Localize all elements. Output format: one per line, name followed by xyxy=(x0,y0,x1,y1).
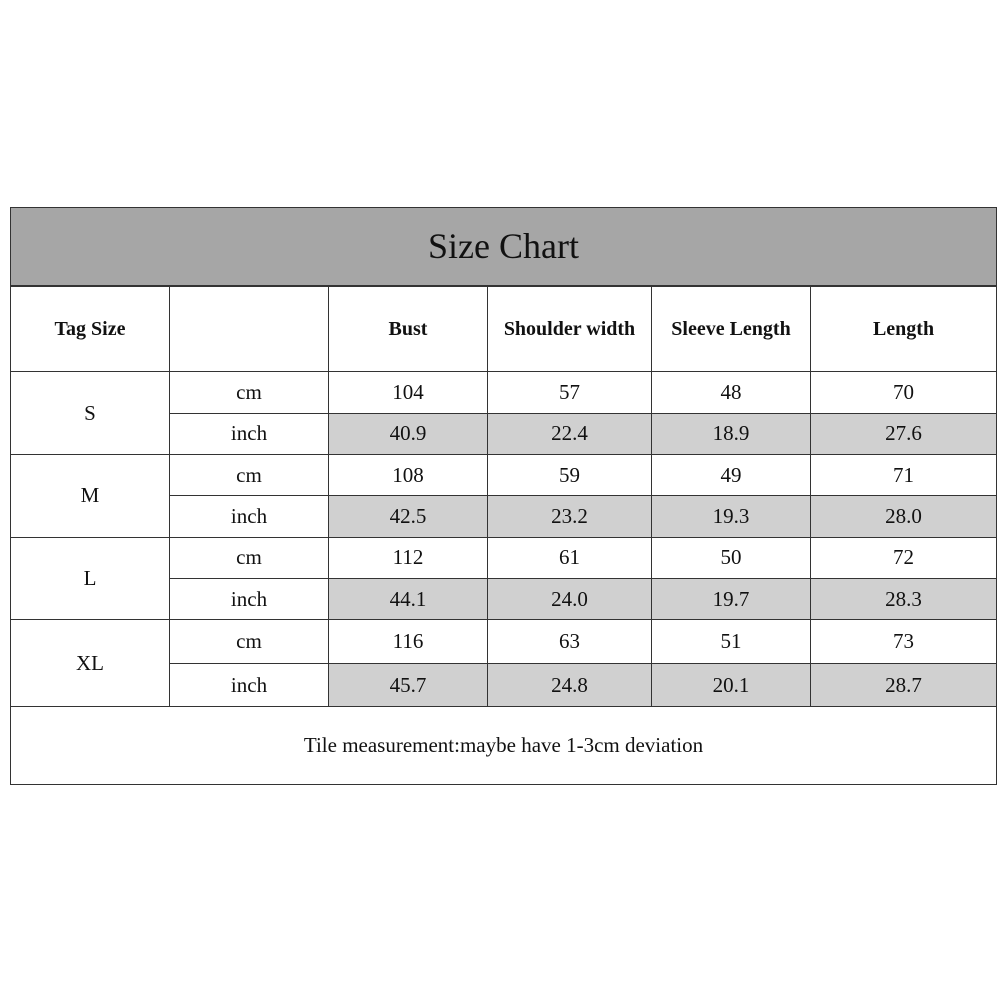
length-value: 70 xyxy=(811,372,997,413)
header-tag-size: Tag Size xyxy=(11,286,170,372)
shoulder-value: 24.0 xyxy=(488,579,652,620)
bust-value: 44.1 xyxy=(329,579,488,620)
sleeve-value: 20.1 xyxy=(652,663,811,706)
bust-value: 108 xyxy=(329,455,488,496)
measurement-note: Tile measurement:maybe have 1-3cm deviation xyxy=(11,707,997,785)
bust-value: 104 xyxy=(329,372,488,413)
size-label: M xyxy=(11,455,170,538)
unit-label: cm xyxy=(170,455,329,496)
length-value: 27.6 xyxy=(811,413,997,454)
bust-value: 40.9 xyxy=(329,413,488,454)
sleeve-value: 51 xyxy=(652,620,811,663)
unit-label: cm xyxy=(170,537,329,578)
length-value: 28.7 xyxy=(811,663,997,706)
table-row xyxy=(11,537,997,578)
title-row xyxy=(11,208,997,286)
header-unit xyxy=(170,286,329,372)
header-shoulder-width: Shoulder width xyxy=(488,286,652,372)
header-sleeve-length: Sleeve Length xyxy=(652,286,811,372)
chart-title: Size Chart xyxy=(11,208,997,286)
size-label: S xyxy=(11,372,170,455)
shoulder-value: 59 xyxy=(488,455,652,496)
header-length: Length xyxy=(811,286,997,372)
length-value: 72 xyxy=(811,537,997,578)
shoulder-value: 63 xyxy=(488,620,652,663)
sleeve-value: 50 xyxy=(652,537,811,578)
shoulder-value: 23.2 xyxy=(488,496,652,537)
table-row xyxy=(11,620,997,663)
bust-value: 112 xyxy=(329,537,488,578)
bust-value: 45.7 xyxy=(329,663,488,706)
shoulder-value: 22.4 xyxy=(488,413,652,454)
size-chart-table xyxy=(10,207,997,785)
length-value: 28.0 xyxy=(811,496,997,537)
sleeve-value: 19.3 xyxy=(652,496,811,537)
sleeve-value: 48 xyxy=(652,372,811,413)
table-row xyxy=(11,372,997,413)
unit-label: cm xyxy=(170,620,329,663)
unit-label: inch xyxy=(170,496,329,537)
bust-value: 42.5 xyxy=(329,496,488,537)
size-label: L xyxy=(11,537,170,620)
shoulder-value: 61 xyxy=(488,537,652,578)
header-row xyxy=(11,286,997,372)
length-value: 73 xyxy=(811,620,997,663)
sleeve-value: 19.7 xyxy=(652,579,811,620)
header-bust: Bust xyxy=(329,286,488,372)
sleeve-value: 49 xyxy=(652,455,811,496)
length-value: 71 xyxy=(811,455,997,496)
note-row xyxy=(11,707,997,785)
unit-label: cm xyxy=(170,372,329,413)
unit-label: inch xyxy=(170,413,329,454)
unit-label: inch xyxy=(170,579,329,620)
unit-label: inch xyxy=(170,663,329,706)
bust-value: 116 xyxy=(329,620,488,663)
sleeve-value: 18.9 xyxy=(652,413,811,454)
size-label: XL xyxy=(11,620,170,707)
shoulder-value: 24.8 xyxy=(488,663,652,706)
table-row xyxy=(11,455,997,496)
shoulder-value: 57 xyxy=(488,372,652,413)
length-value: 28.3 xyxy=(811,579,997,620)
